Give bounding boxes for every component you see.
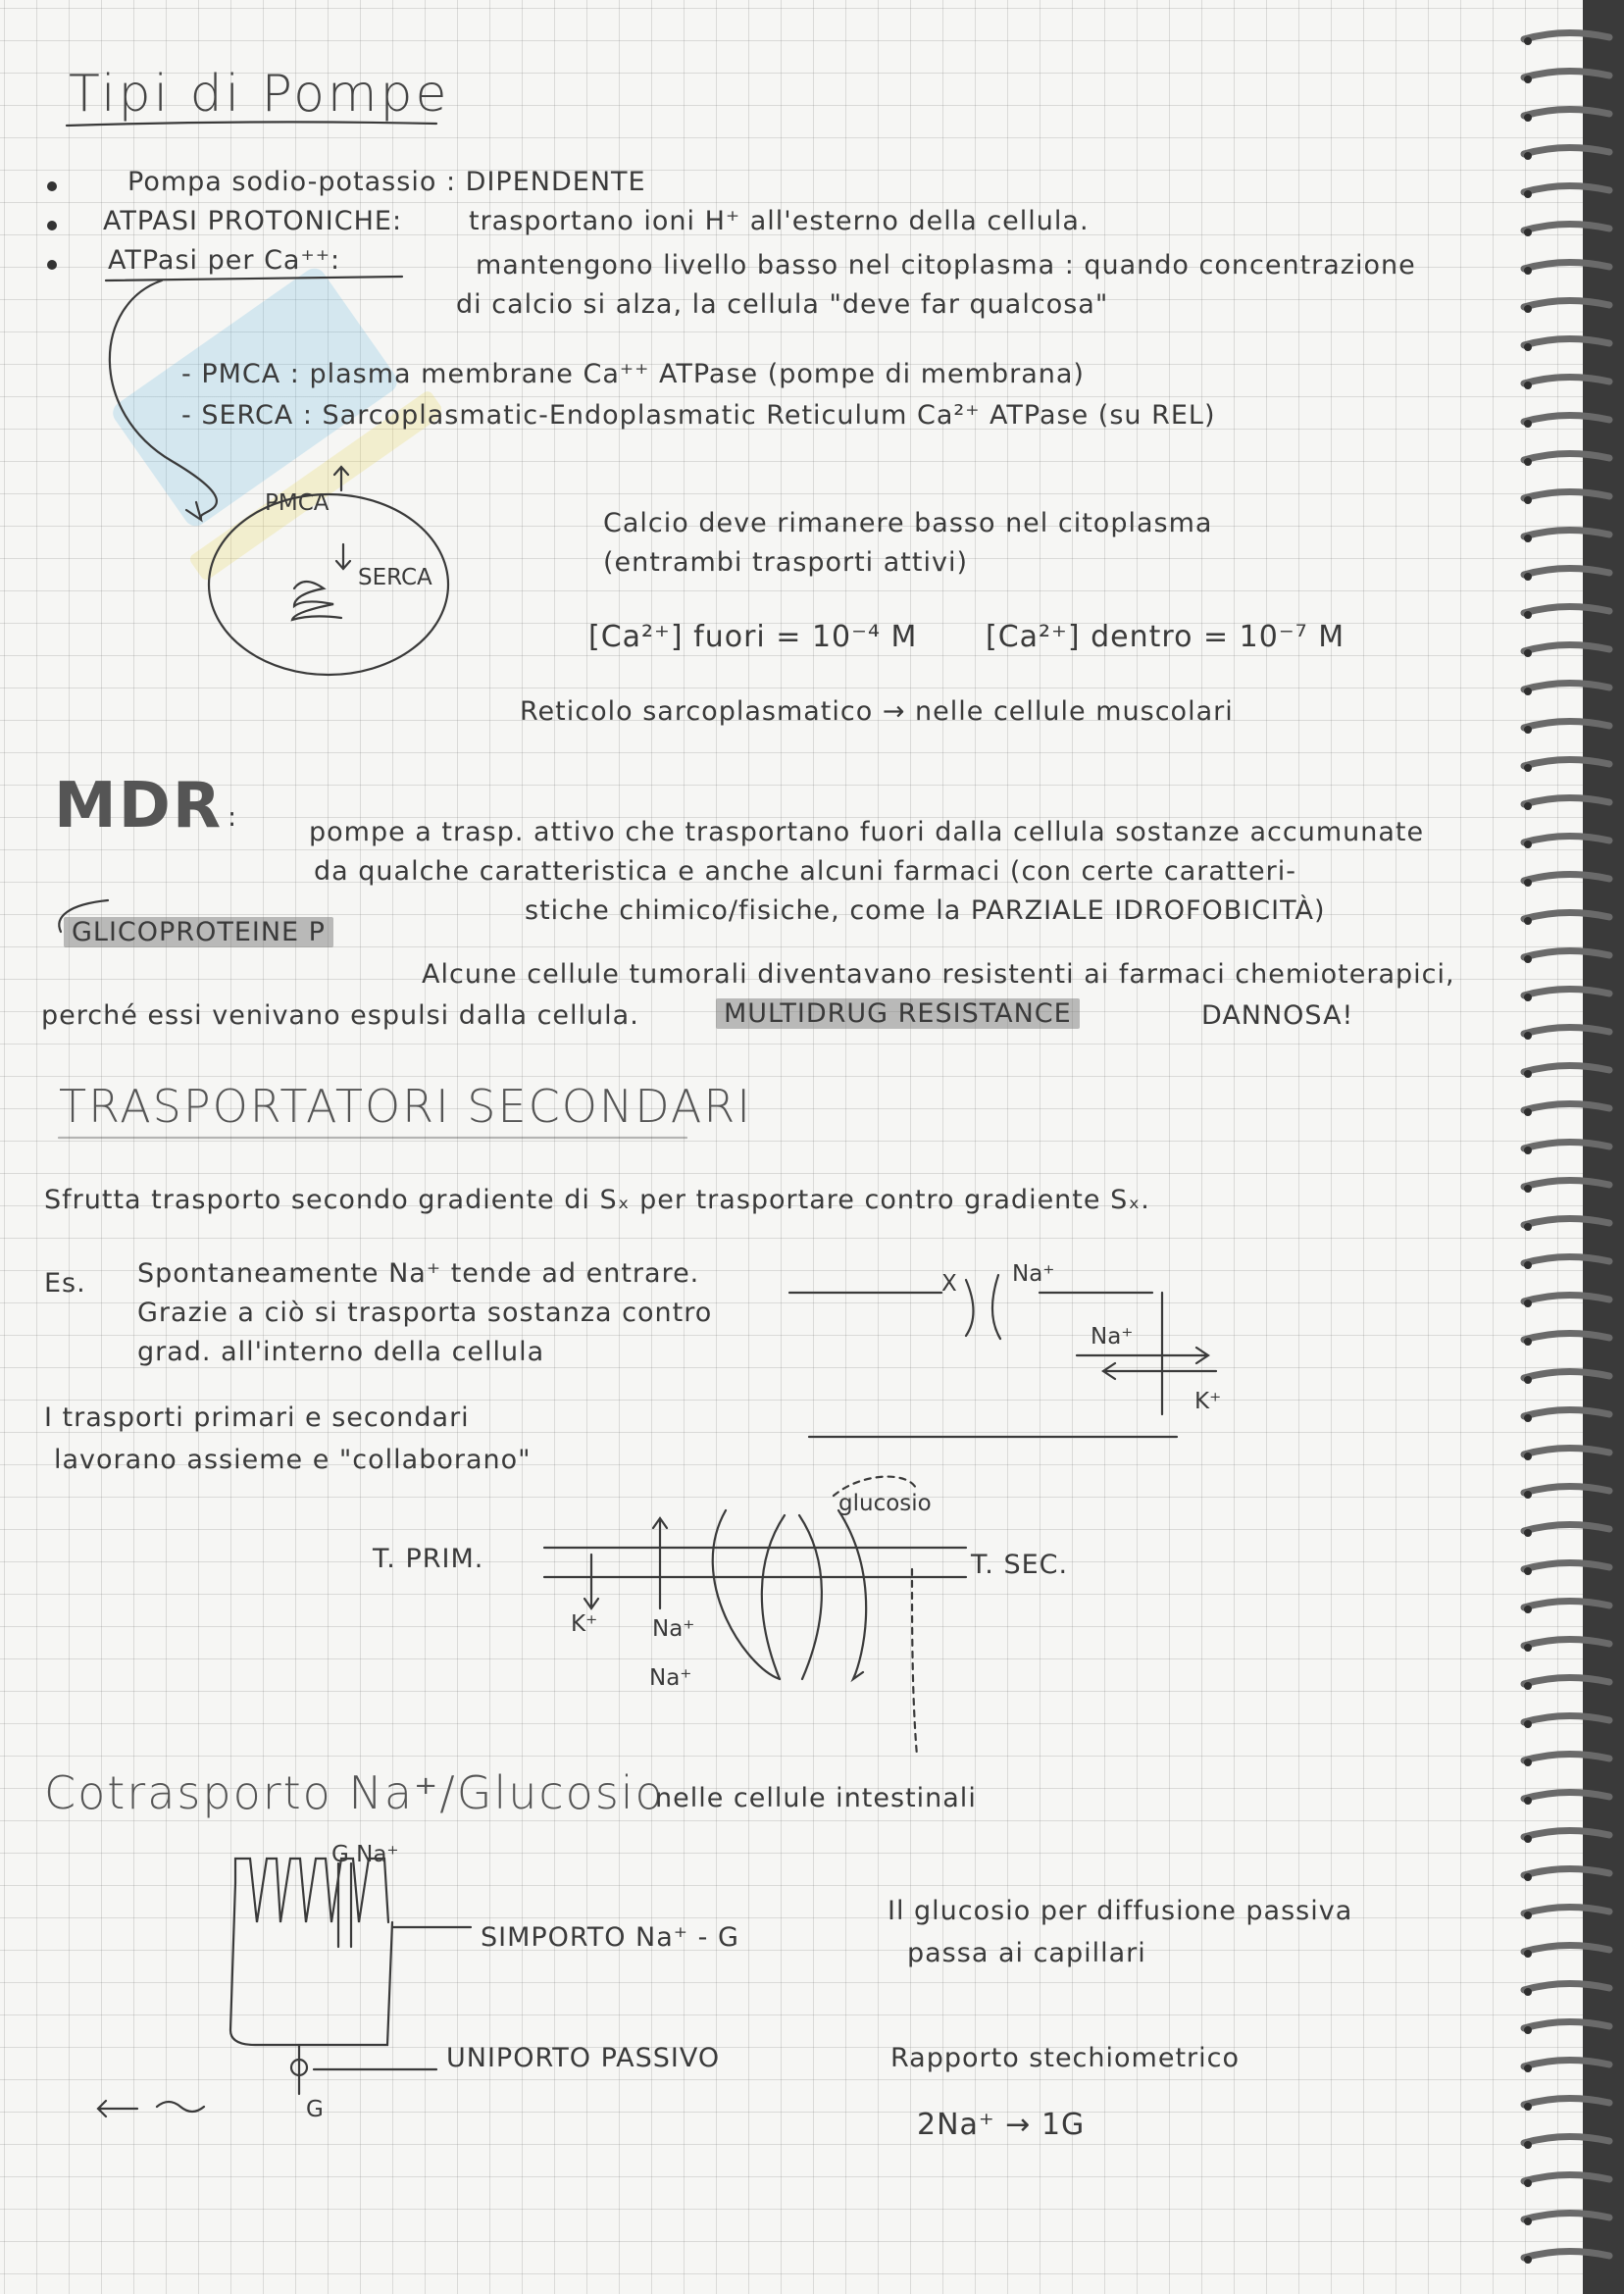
spiral-ring: [1524, 683, 1609, 689]
spiral-ring: [1524, 491, 1609, 498]
glucose-dashed-arrow: [834, 1477, 917, 1756]
spiral-hole: [1524, 1606, 1532, 1613]
spiral-hole: [1524, 1376, 1532, 1384]
cotransport-heading: Cotrasporto Na⁺/Glucosio: [44, 1766, 665, 1819]
spiral-ring: [1524, 1142, 1609, 1148]
mdr-desc-line-2: da qualche caratteristica e anche alcuni farmaci (con certe caratteri-: [314, 856, 1297, 887]
primary-line-1: I trasporti primari e secondari: [44, 1402, 470, 1433]
calcium-line-2: (entrambi trasporti attivi): [603, 547, 968, 578]
secondary-desc: Sfrutta trasporto secondo gradiente di Sₓ per trasportare contro gradiente Sₓ.: [44, 1185, 1150, 1215]
k-ion-label: K⁺: [571, 1611, 598, 1637]
spiral-hole: [1524, 2103, 1532, 2111]
spiral-ring: [1524, 1715, 1609, 1722]
spiral-hole: [1524, 305, 1532, 313]
spiral-ring: [1524, 2098, 1609, 2105]
curved-arrow-to-pmca: [110, 280, 217, 518]
spiral-hole: [1524, 917, 1532, 925]
spiral-ring: [1524, 530, 1609, 536]
spiral-hole: [1524, 535, 1532, 542]
spiral-ring: [1524, 1601, 1609, 1607]
spiral-ring: [1524, 1639, 1609, 1646]
simporto-label: SIMPORTO Na⁺ - G: [481, 1922, 739, 1953]
pump-2-desc: trasportano ioni H⁺ all'esterno della cellula.: [469, 206, 1090, 236]
spiral-hole: [1524, 1070, 1532, 1078]
t-prim-label: T. PRIM.: [373, 1544, 484, 1574]
spiral-hole: [1524, 2218, 1532, 2225]
passive-line-1: Il glucosio per diffusione passiva: [888, 1896, 1353, 1926]
spiral-hole: [1524, 764, 1532, 772]
mdr-heading: MDR: [54, 770, 224, 842]
glucose-curve: [838, 1510, 866, 1679]
spiral-ring: [1524, 71, 1609, 77]
spiral-ring: [1524, 415, 1609, 422]
spiral-ring: [1524, 721, 1609, 728]
pmca-line: - PMCA : plasma membrane Ca⁺⁺ ATPase (pompe di membrana): [181, 359, 1085, 389]
pump-3-label: ATPasi per Ca⁺⁺:: [108, 245, 341, 276]
spiral-hole: [1524, 190, 1532, 198]
spiral-ring: [1524, 950, 1609, 957]
spiral-hole: [1524, 573, 1532, 581]
spiral-hole: [1524, 420, 1532, 428]
spiral-ring: [1524, 262, 1609, 269]
spiral-ring: [1524, 300, 1609, 307]
spiral-ring: [1524, 1524, 1609, 1531]
spiral-hole: [1524, 1682, 1532, 1690]
spiral-ring: [1524, 2060, 1609, 2066]
spiral-hole: [1524, 1414, 1532, 1422]
example-label: Es.: [44, 1268, 86, 1299]
spiral-hole: [1524, 267, 1532, 275]
na-arrow: [992, 1275, 1000, 1339]
example-line-2: Grazie a ciò si trasporta sostanza contro: [137, 1298, 713, 1328]
spiral-ring: [1524, 874, 1609, 881]
diagram-na-inner-label: Na⁺: [1091, 1324, 1134, 1350]
spiral-hole: [1524, 1108, 1532, 1116]
spiral-ring: [1524, 1180, 1609, 1187]
na-ion-label-1: Na⁺: [652, 1616, 695, 1642]
spiral-hole: [1524, 1950, 1532, 1958]
pump-1-label: Pompa sodio-potassio: [127, 167, 437, 197]
spiral-ring: [1524, 836, 1609, 842]
serca-line: - SERCA : Sarcoplasmatic-Endoplasmatic Reticulum Ca²⁺ ATPase (su REL): [181, 400, 1216, 431]
spiral-hole: [1524, 802, 1532, 810]
spiral-hole: [1524, 1261, 1532, 1269]
glucosio-label: glucosio: [838, 1491, 932, 1516]
spiral-ring: [1524, 1256, 1609, 1263]
spiral-hole: [1524, 1223, 1532, 1231]
spiral-ring: [1524, 2174, 1609, 2181]
spiral-hole: [1524, 1032, 1532, 1040]
mdr-desc-line-1: pompe a trasp. attivo che trasportano fuori dalla cellula sostanze accumunate: [309, 817, 1425, 847]
spiral-hole: [1524, 1300, 1532, 1307]
na-inner-arrow: [1077, 1348, 1208, 1363]
spiral-ring: [1524, 568, 1609, 575]
spiral-ring: [1524, 185, 1609, 192]
spiral-ring: [1524, 2136, 1609, 2143]
spiral-ring: [1524, 453, 1609, 460]
glicoproteine-label: GLICOPROTEINE P: [64, 917, 333, 947]
calcium-concentration-inside: [Ca²⁺] dentro = 10⁻⁷ M: [986, 620, 1345, 654]
pump-1-desc: : DIPENDENTE: [446, 167, 646, 197]
na-up-arrow: [653, 1518, 667, 1608]
spiral-ring: [1524, 606, 1609, 613]
er-squiggle: [292, 582, 341, 620]
cotransport-subtitle: nelle cellule intestinali: [655, 1783, 977, 1813]
spiral-ring: [1524, 644, 1609, 651]
spiral-ring: [1524, 1218, 1609, 1225]
spiral-ring: [1524, 2213, 1609, 2219]
spiral-ring: [1524, 1065, 1609, 1072]
spiral-ring: [1524, 1792, 1609, 1799]
spiral-ring: [1524, 1371, 1609, 1378]
spiral-hole: [1524, 496, 1532, 504]
spiral-hole: [1524, 994, 1532, 1001]
spiral-hole: [1524, 114, 1532, 122]
spiral-ring: [1524, 759, 1609, 766]
spiral-hole: [1524, 1912, 1532, 1919]
uniporto-label: UNIPORTO PASSIVO: [446, 2043, 721, 2073]
intestinal-cell-villi: [235, 1859, 388, 1922]
spiral-hole: [1524, 1567, 1532, 1575]
spiral-hole: [1524, 611, 1532, 619]
spiral-ring: [1524, 1409, 1609, 1416]
spiral-hole: [1524, 152, 1532, 160]
spiral-hole: [1524, 1797, 1532, 1805]
atpasi-underline: [106, 277, 402, 280]
diagram-pmca-label: PMCA: [265, 490, 330, 516]
k-arrow: [1103, 1363, 1216, 1379]
capillary-arrow: [98, 2101, 204, 2116]
spiral-hole: [1524, 1873, 1532, 1881]
g-na-label: G Na⁺: [331, 1842, 399, 1867]
title-underline: [67, 122, 436, 126]
spiral-ring: [1524, 1333, 1609, 1340]
pump-2-label: ATPASI PROTONICHE:: [103, 206, 403, 236]
curved-arrow-head: [186, 502, 201, 520]
pmca-arrow: [334, 467, 348, 490]
diagram-na-label: Na⁺: [1012, 1261, 1055, 1287]
spiral-hole: [1524, 382, 1532, 389]
diagram-serca-label: SERCA: [358, 565, 432, 590]
x-arrow: [966, 1280, 974, 1336]
diagram-k-label: K⁺: [1194, 1389, 1222, 1414]
spiral-hole: [1524, 1529, 1532, 1537]
mdr-desc-line-3: stiche chimico/fisiche, come la PARZIALE IDROFOBICITÀ): [525, 895, 1326, 926]
diagram-x-label: X: [941, 1271, 957, 1297]
spiral-ring: [1524, 1677, 1609, 1684]
spiral-hole: [1524, 841, 1532, 848]
calcium-concentration-outside: [Ca²⁺] fuori = 10⁻⁴ M: [588, 620, 918, 654]
reticolo-line: Reticolo sarcoplasmatico → nelle cellule muscolari: [520, 696, 1234, 727]
spiral-ring: [1524, 2021, 1609, 2028]
spiral-ring: [1524, 1448, 1609, 1454]
spiral-hole: [1524, 76, 1532, 83]
secondary-heading: TRASPORTATORI SECONDARI: [59, 1080, 752, 1133]
spiral-hole: [1524, 1147, 1532, 1154]
spiral-ring: [1524, 1295, 1609, 1301]
passive-line-2: passa ai capillari: [907, 1938, 1146, 1968]
spiral-hole: [1524, 229, 1532, 236]
spiral-hole: [1524, 1644, 1532, 1652]
spiral-hole: [1524, 2256, 1532, 2264]
cell-circle: [209, 490, 448, 675]
spiral-ring: [1524, 1868, 1609, 1875]
example-line-1: Spontaneamente Na⁺ tende ad entrare.: [137, 1258, 700, 1289]
spiral-hole: [1524, 1338, 1532, 1346]
spiral-ring: [1524, 1983, 1609, 1990]
multidrug-resistance-label: MULTIDRUG RESISTANCE: [716, 998, 1080, 1029]
spiral-hole: [1524, 649, 1532, 657]
spiral-ring: [1524, 109, 1609, 116]
spiral-hole: [1524, 37, 1532, 45]
spiral-ring: [1524, 338, 1609, 345]
k-down-arrow: [584, 1555, 598, 1608]
tumor-line-1: Alcune cellule tumorali diventavano resistenti ai farmaci chemioterapici,: [422, 959, 1455, 990]
spiral-ring: [1524, 797, 1609, 804]
spiral-ring: [1524, 377, 1609, 383]
spiral-hole: [1524, 1185, 1532, 1193]
serca-arrow: [336, 544, 350, 569]
spiral-ring: [1524, 1945, 1609, 1952]
spiral-hole: [1524, 1759, 1532, 1766]
spiral-hole: [1524, 726, 1532, 734]
spiral-hole: [1524, 2179, 1532, 2187]
glucose-g-label: G: [306, 2097, 324, 2122]
mdr-hook: [59, 900, 108, 932]
pump-3-desc-line-2: di calcio si alza, la cellula "deve far qualcosa": [456, 289, 1109, 320]
spiral-hole: [1524, 2141, 1532, 2149]
spiral-ring: [1524, 147, 1609, 154]
spiral-hole: [1524, 1453, 1532, 1460]
spiral-hole: [1524, 2026, 1532, 2034]
tumor-line-2: perché essi venivano espulsi dalla cellula.: [41, 1000, 639, 1031]
spiral-hole: [1524, 1835, 1532, 1843]
stoichiometry-label: Rapporto stechiometrico: [890, 2043, 1241, 2073]
spiral-ring: [1524, 1486, 1609, 1493]
na-ion-label-2: Na⁺: [649, 1665, 692, 1691]
spiral-hole: [1524, 458, 1532, 466]
spiral-ring: [1524, 2251, 1609, 2258]
primary-line-2: lavorano assieme e "collaborano": [54, 1445, 532, 1475]
spiral-ring: [1524, 224, 1609, 230]
dannosa-label: DANNOSA!: [1201, 1000, 1354, 1031]
spiral-hole: [1524, 343, 1532, 351]
loop-left: [762, 1515, 785, 1679]
spiral-ring: [1524, 1103, 1609, 1110]
spiral-hole: [1524, 1720, 1532, 1728]
calcium-line-1: Calcio deve rimanere basso nel citoplasma: [603, 508, 1213, 538]
spiral-ring: [1524, 1754, 1609, 1760]
spiral-ring: [1524, 1562, 1609, 1569]
spiral-hole: [1524, 1491, 1532, 1499]
spiral-hole: [1524, 2065, 1532, 2072]
spiral-ring: [1524, 912, 1609, 919]
spiral-ring: [1524, 989, 1609, 995]
mdr-colon: :: [228, 802, 238, 833]
spiral-hole: [1524, 688, 1532, 695]
spiral-hole: [1524, 955, 1532, 963]
spiral-hole: [1524, 879, 1532, 887]
spiral-ring: [1524, 1027, 1609, 1034]
spiral-ring: [1524, 1830, 1609, 1837]
spiral-hole: [1524, 1988, 1532, 1996]
pump-3-desc-line-1: mantengono livello basso nel citoplasma : quando concentrazione: [476, 250, 1416, 280]
spiral-ring: [1524, 1907, 1609, 1913]
t-sec-label: T. SEC.: [971, 1550, 1069, 1580]
spiral-binding: [1516, 0, 1624, 2294]
page-title: Tipi di Pompe: [69, 65, 450, 124]
na-return-curve: [713, 1510, 780, 1679]
loop-right: [799, 1515, 822, 1679]
spiral-ring: [1524, 32, 1609, 39]
stoichiometry-ratio: 2Na⁺ → 1G: [917, 2108, 1086, 2142]
example-line-3: grad. all'interno della cellula: [137, 1337, 545, 1367]
